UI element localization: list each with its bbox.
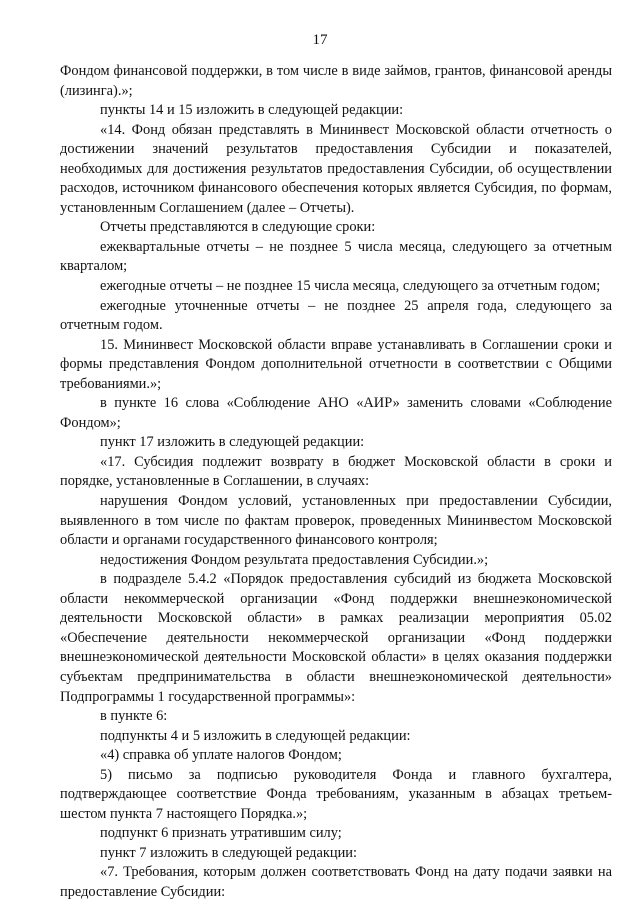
paragraph: в пункте 16 слова «Соблюдение АНО «АИР» заменить словами «Соблюдение Фондом»;	[60, 395, 612, 431]
paragraph: Отчеты представляются в следующие сроки:	[100, 219, 376, 236]
paragraph: «17. Субсидия подлежит возврату в бюджет Московской области в сроки и порядке, установленные в Соглашении, в случаях:	[60, 453, 612, 490]
paragraph: пункт 7 изложить в следующей редакции:	[100, 844, 357, 861]
paragraph: пункты 14 и 15 изложить в следующей редакции:	[100, 102, 404, 119]
document-body	[60, 62, 612, 903]
paragraph: «4) справка об уплате налогов Фондом;	[100, 747, 342, 764]
paragraph: нарушения Фондом условий, установленных при предоставлении Субсидии, выявленного в том числе по фактам проверок, проведенных Мининвестом Московской области и органами государственного финансового контроля;	[60, 493, 612, 549]
paragraph: «7. Требования, которым должен соответствовать Фонд на дату подачи заявки на предоставление Субсидии:	[60, 864, 612, 900]
page-number: 17	[312, 32, 328, 48]
paragraph: ежегодные уточненные отчеты – не позднее 25 апреля года, следующего за отчетным годом.	[60, 297, 612, 334]
paragraph: подпункты 4 и 5 изложить в следующей редакции:	[100, 727, 411, 744]
paragraph: Фондом финансовой поддержки, в том числе в виде займов, грантов, финансовой аренды (лизинга).»;	[60, 63, 612, 99]
paragraph: пункт 17 изложить в следующей редакции:	[100, 434, 365, 451]
paragraph: подпункт 6 признать утратившим силу;	[100, 825, 342, 842]
paragraph: «14. Фонд обязан представлять в Мининвест Московской области отчетность о достижении значений результатов предоставления Субсидии и показателей, необходимых для достижения результатов предоставления Субсидии, об осуществлении расходов, источником финансового обеспечения которых является Субсидия, по формам, установленным Соглашением (далее – Отчеты).	[60, 121, 612, 216]
paragraph: ежегодные отчеты – не позднее 15 числа месяца, следующего за отчетным годом;	[100, 278, 601, 295]
paragraph: ежеквартальные отчеты – не позднее 5 числа месяца, следующего за отчетным кварталом;	[60, 238, 612, 275]
paragraph: в подразделе 5.4.2 «Порядок предоставления субсидий из бюджета Московской области некоммерческой организации «Фонд поддержки внешнеэкономической деятельности Московской области» в рамках реализации мероприятия 05.02 «Обеспечение деятельности некоммерческой организации «Фонд поддержки внешнеэкономической деятельности Московской области» в целях оказания поддержки субъектам предпринимательства в области внешнеэкономической деятельности» Подпрограммы 1 государственной программы»:	[60, 571, 612, 705]
paragraph: в пункте 6:	[100, 708, 168, 725]
paragraph: недостижения Фондом результата предоставления Субсидии.»;	[100, 551, 489, 568]
paragraph: 15. Мининвест Московской области вправе устанавливать в Соглашении сроки и формы представления Фондом дополнительной отчетности в соответствии с Общими требованиями.»;	[60, 336, 612, 392]
paragraph: 5) письмо за подписью руководителя Фонда и главного бухгалтера, подтверждающее соответствие Фонда требованиям, указанным в абзацах третьем-шестом пункта 7 настоящего Порядка.»;	[60, 766, 612, 822]
